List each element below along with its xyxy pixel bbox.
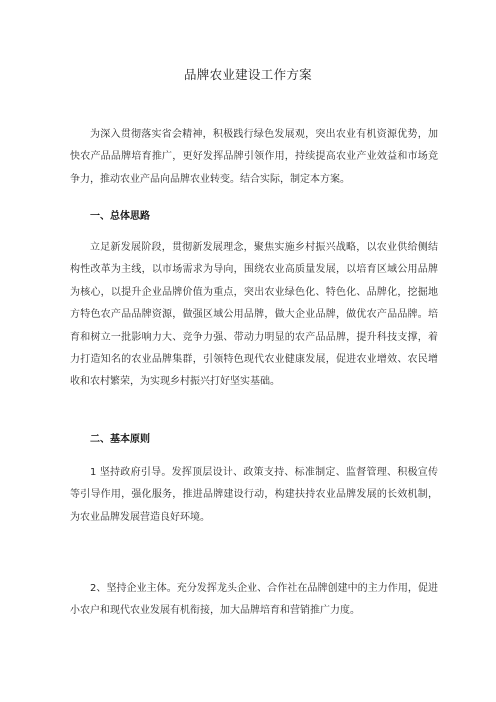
section-heading-basic-principles: 二、基本原则 bbox=[90, 434, 150, 445]
section-paragraph: 立足新发展阶段，贯彻新发展理念，聚焦实施乡村振兴战略，以农业供给侧结构性改革为主线，以市场需求为导向，围绕农业高质量发展，以培育区域公用品牌为核心，以提升企业品牌价值为重点，突出农业绿色化、特色化、品牌化，挖掘地方特色农产品品牌资源，做强区域公用品牌，做大企业品牌，做优农产品品牌。培育和树立一批影响力大、竞争力强、带动力明显的农产品品牌，提升科技支撑，着力打造知名的农业品牌集群，引领特色现代农业健康发展，促进农业增效、农民增收和农村繁荣，为实现乡村振兴打好坚实基础。 bbox=[70, 242, 438, 388]
section-heading-overall-approach: 一、总体思路 bbox=[90, 211, 150, 222]
document-title: 品牌农业建设工作方案 bbox=[183, 67, 312, 82]
intro-paragraph: 为深入贯彻落实省会精神，积极践行绿色发展观，突出农业有机资源优势，加快农产品品牌培育推广，更好发挥品牌引领作用，持续提高农业产业效益和市场竞争力，推动农业产品向品牌农业转变。结合实际，制定本方案。 bbox=[70, 129, 438, 185]
principle-paragraph-enterprise-subject: 2、坚持企业主体。充分发挥龙头企业、合作社在品牌创建中的主力作用，促进小农户和现代农业发展有机衔接，加大品牌培育和营销推广力度。 bbox=[70, 583, 438, 617]
principle-paragraph-government-guidance: 1 坚持政府引导。发挥顶层设计、政策支持、标准制定、监督管理、积极宣传等引导作用，强化服务，推进品牌建设行动，构建扶持农业品牌发展的长效机制，为农业品牌发展营造良好环境。 bbox=[70, 467, 438, 523]
